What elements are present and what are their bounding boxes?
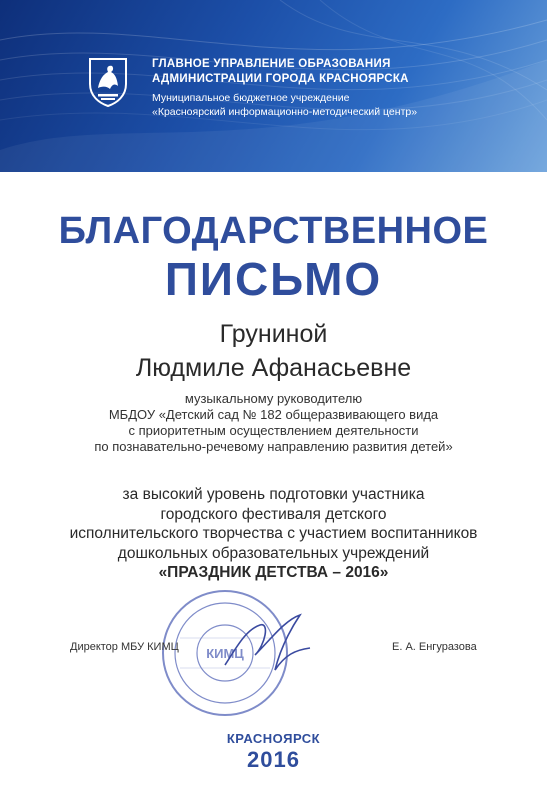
header-text [152,57,417,119]
header-banner [0,0,547,172]
handwritten-signature [215,610,315,680]
institution-type: Муниципальное бюджетное учреждение [152,92,350,104]
award-reason [0,485,547,583]
signatory-role: Директор МБУ КИМЦ [70,641,179,653]
recipient-surname: Груниной [219,320,328,348]
festival-name: «ПРАЗДНИК ДЕТСТВА – 2016» [158,564,389,581]
issue-year: 2016 [247,747,300,772]
position-line: музыкальному руководителю [184,391,363,406]
institution-name: «Красноярский информационно-методический центр» [152,106,418,118]
reason-line: исполнительского творчества с участием воспитанников [69,525,478,542]
signatory-name: Е. А. Енгуразова [392,641,477,653]
administration-name: АДМИНИСТРАЦИИ ГОРОДА КРАСНОЯРСКА [152,73,409,85]
title-line-1: БЛАГОДАРСТВЕННОЕ [58,210,489,252]
title-line-2: ПИСЬМО [164,253,383,305]
position-line: с приоритетным осуществлением деятельности [128,423,419,438]
recipient-given-names: Людмиле Афанасьевне [135,354,412,382]
stamp-label: КИМЦ [206,646,244,661]
city-name: КРАСНОЯРСК [226,731,321,746]
position-line: по познавательно-речевому направлению развития детей» [94,439,453,454]
recipient-position [0,391,547,455]
krasnoyarsk-coat-of-arms-icon [86,56,130,108]
reason-line: городского фестиваля детского [160,505,387,523]
reason-line: дошкольных образовательных учреждений [117,544,430,562]
reason-line: за высокий уровень подготовки участника [122,486,425,503]
department-name: ГЛАВНОЕ УПРАВЛЕНИЕ ОБРАЗОВАНИЯ [152,58,391,70]
position-line: МБДОУ «Детский сад № 182 общеразвивающего вида [108,407,439,422]
